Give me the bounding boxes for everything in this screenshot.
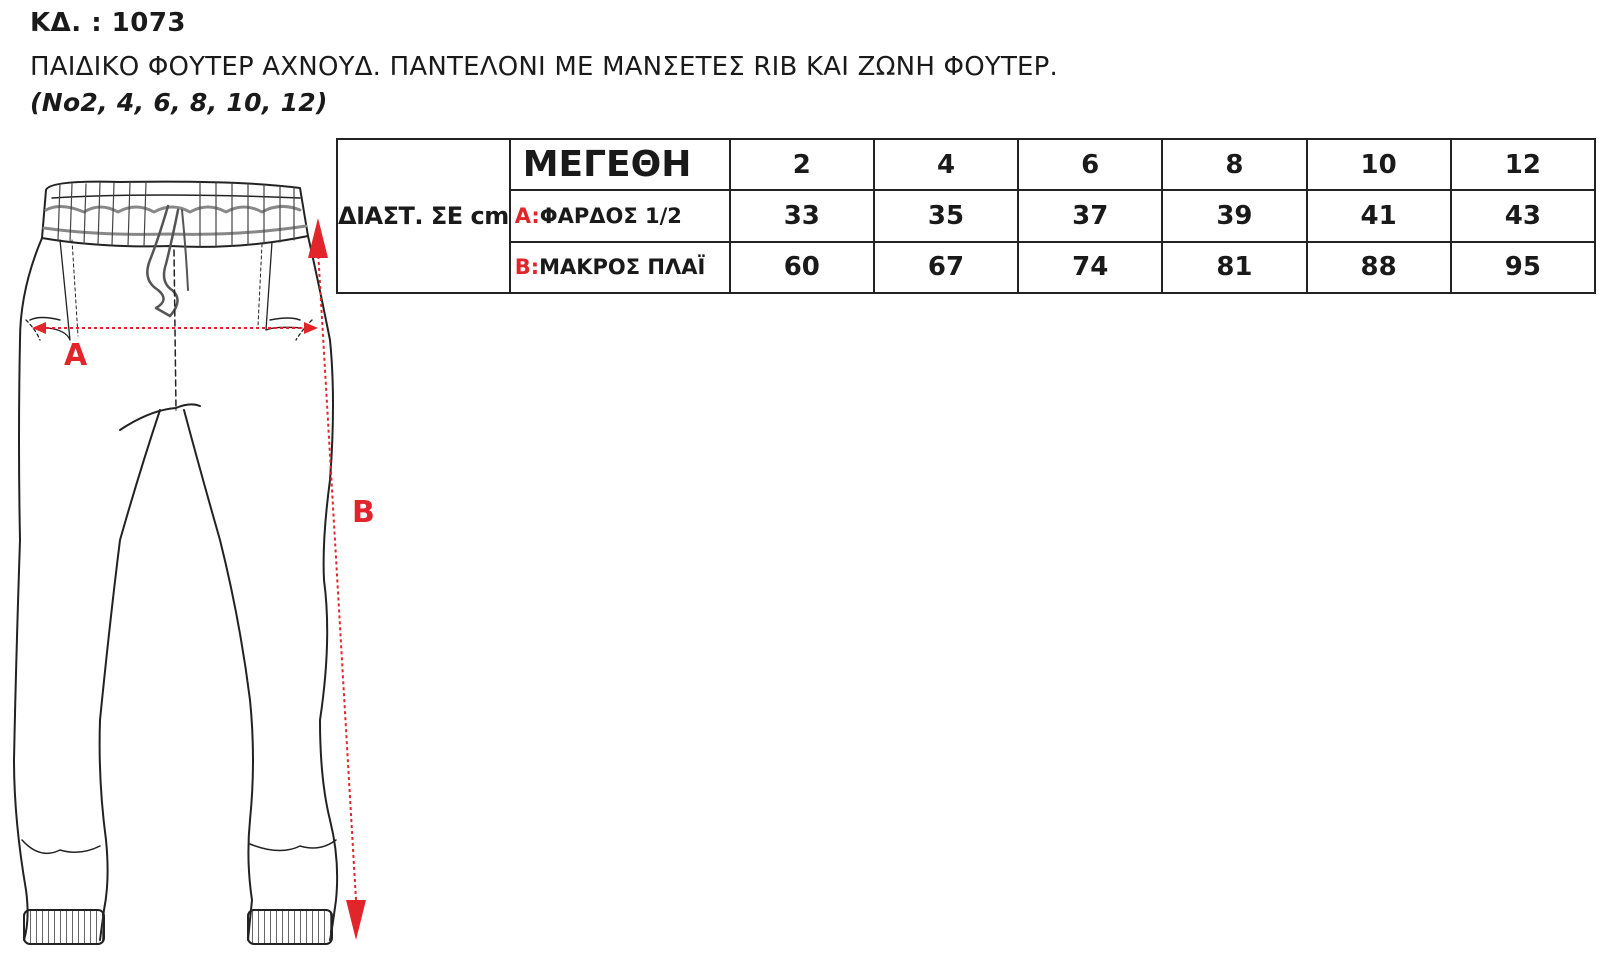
size-col-10: 10 — [1307, 139, 1451, 190]
product-code: ΚΔ. : 1073 — [30, 8, 187, 38]
table-row-length — [337, 242, 1595, 293]
sizes-header: ΜΕΓΕΘΗ — [510, 139, 730, 190]
size-col-8: 8 — [1162, 139, 1306, 190]
product-description: ΠΑΙΔΙΚΟ ΦΟΥΤΕΡ ΑΧΝΟΥΔ. ΠΑΝΤΕΛΟΝΙ ΜΕ ΜΑΝΣΕΤΕΣ RIB ΚΑΙ ΖΩΝΗ ΦΟΥΤΕΡ. — [30, 52, 1059, 82]
row-label-width — [510, 190, 730, 241]
available-sizes-note: (No2, 4, 6, 8, 10, 12) — [30, 88, 328, 117]
waistband — [42, 182, 308, 247]
width-value: 43 — [1451, 190, 1595, 241]
label-a: A — [64, 338, 88, 373]
row-letter-a: A: — [514, 203, 540, 228]
length-value: 74 — [1018, 242, 1162, 293]
row-letter-b: B: — [514, 255, 540, 280]
label-b: B — [352, 495, 375, 530]
length-value: 81 — [1162, 242, 1306, 293]
pants-outline — [14, 236, 337, 940]
size-col-4: 4 — [874, 139, 1018, 190]
width-value: 39 — [1162, 190, 1306, 241]
width-value: 33 — [730, 190, 874, 241]
length-value: 95 — [1451, 242, 1595, 293]
size-col-2: 2 — [730, 139, 874, 190]
row-label-width-text: ΦΑΡΔΟΣ 1/2 — [539, 203, 682, 228]
row-label-length-text: ΜΑΚΡΟΣ ΠΛΑΪ — [539, 255, 706, 280]
dimension-label: ΔΙΑΣΤ. ΣΕ cm — [337, 139, 510, 293]
table-row-width — [337, 190, 1595, 241]
row-label-length — [510, 242, 730, 293]
width-value: 41 — [1307, 190, 1451, 241]
ankle-cuffs — [24, 910, 332, 944]
size-col-12: 12 — [1451, 139, 1595, 190]
width-value: 35 — [874, 190, 1018, 241]
width-value: 37 — [1018, 190, 1162, 241]
table-header-row — [337, 139, 1595, 190]
length-value: 67 — [874, 242, 1018, 293]
drawstring — [147, 206, 188, 316]
length-value: 60 — [730, 242, 874, 293]
size-col-6: 6 — [1018, 139, 1162, 190]
length-value: 88 — [1307, 242, 1451, 293]
measurement-b — [308, 218, 366, 940]
size-chart-table — [336, 138, 1596, 294]
